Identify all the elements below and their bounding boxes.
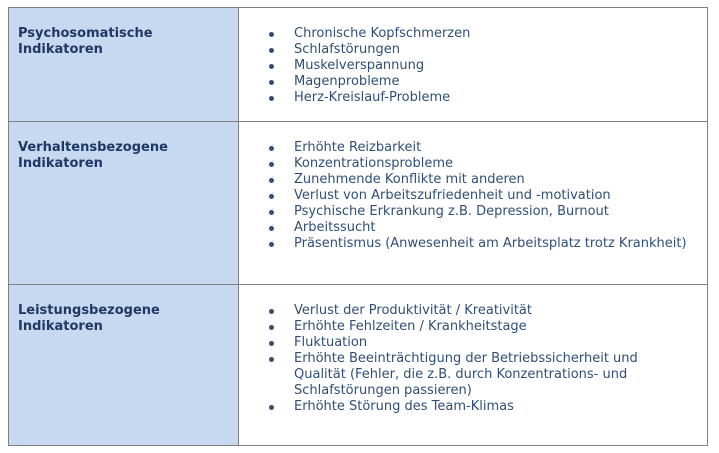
- list-item-text: Muskelverspannung: [294, 58, 425, 73]
- list-item: [239, 236, 689, 252]
- bullet-icon: [269, 48, 274, 53]
- list-item-text: Verlust der Produktivität / Kreativität: [294, 303, 532, 318]
- table-row-psychosomatic: [9, 8, 708, 122]
- bullet-icon: [269, 162, 274, 167]
- indicator-table: [8, 7, 708, 446]
- bullet-icon: [269, 325, 274, 330]
- list-item: [239, 319, 689, 335]
- list-item-text: Schlafstörungen: [294, 42, 400, 57]
- category-cell: [9, 8, 239, 122]
- list-item-text: Erhöhte Störung des Team-Klimas: [294, 399, 514, 414]
- list-item-text: Verlust von Arbeitszufriedenheit und -motivation: [294, 188, 611, 203]
- bullet-icon: [269, 80, 274, 85]
- indicator-list: [239, 285, 707, 415]
- list-item-text: Arbeitssucht: [294, 220, 376, 235]
- list-item: [239, 74, 689, 90]
- list-item: [239, 351, 689, 399]
- bullet-icon: [269, 341, 274, 346]
- list-item: [239, 335, 689, 351]
- list-item-text: Erhöhte Reizbarkeit: [294, 140, 422, 155]
- category-cell: [9, 122, 239, 285]
- indicator-list: [239, 122, 707, 252]
- list-item-text: Chronische Kopfschmerzen: [294, 26, 471, 41]
- indicator-list-cell: [239, 8, 708, 122]
- list-item: [239, 90, 689, 106]
- list-item: [239, 303, 689, 319]
- bullet-icon: [269, 194, 274, 199]
- list-item: [239, 188, 689, 204]
- list-item: [239, 220, 689, 236]
- list-item: [239, 26, 689, 42]
- bullet-icon: [269, 210, 274, 215]
- bullet-icon: [269, 357, 274, 362]
- bullet-icon: [269, 309, 274, 314]
- list-item-text: Erhöhte Fehlzeiten / Krankheitstage: [294, 319, 527, 334]
- category-cell: [9, 285, 239, 446]
- list-item-text: Psychische Erkrankung z.B. Depression, Burnout: [294, 204, 609, 219]
- list-item-text: Fluktuation: [294, 335, 368, 350]
- list-item: [239, 42, 689, 58]
- bullet-icon: [269, 178, 274, 183]
- list-item: [239, 140, 689, 156]
- bullet-icon: [269, 226, 274, 231]
- list-item-text: Magenprobleme: [294, 74, 400, 89]
- bullet-icon: [269, 64, 274, 69]
- category-label: Psychosomatische Indikatoren: [18, 26, 153, 57]
- indicator-list: [239, 8, 707, 106]
- list-item-text: Zunehmende Konflikte mit anderen: [294, 172, 525, 187]
- indicator-list-cell: [239, 122, 708, 285]
- bullet-icon: [269, 146, 274, 151]
- bullet-icon: [269, 405, 274, 410]
- list-item: [239, 156, 689, 172]
- table-row-behavioral: [9, 122, 708, 285]
- list-item-text: Konzentrationsprobleme: [294, 156, 454, 171]
- list-item: [239, 204, 689, 220]
- list-item-text: Präsentismus (Anwesenheit am Arbeitsplatz trotz Krankheit): [294, 236, 687, 251]
- bullet-icon: [269, 32, 274, 37]
- bullet-icon: [269, 96, 274, 101]
- list-item-text: Erhöhte Beeinträchtigung der Betriebssicherheit und Qualität (Fehler, die z.B. durch Konzentrations- und Schlafstörungen passieren): [294, 351, 638, 398]
- category-label: Leistungsbezogene Indikatoren: [18, 303, 160, 334]
- category-label: Verhaltensbezogene Indikatoren: [18, 140, 168, 171]
- table-row-performance: [9, 285, 708, 446]
- list-item: [239, 172, 689, 188]
- list-item: [239, 58, 689, 74]
- bullet-icon: [269, 242, 274, 247]
- list-item: [239, 399, 689, 415]
- indicator-list-cell: [239, 285, 708, 446]
- list-item-text: Herz-Kreislauf-Probleme: [294, 90, 451, 105]
